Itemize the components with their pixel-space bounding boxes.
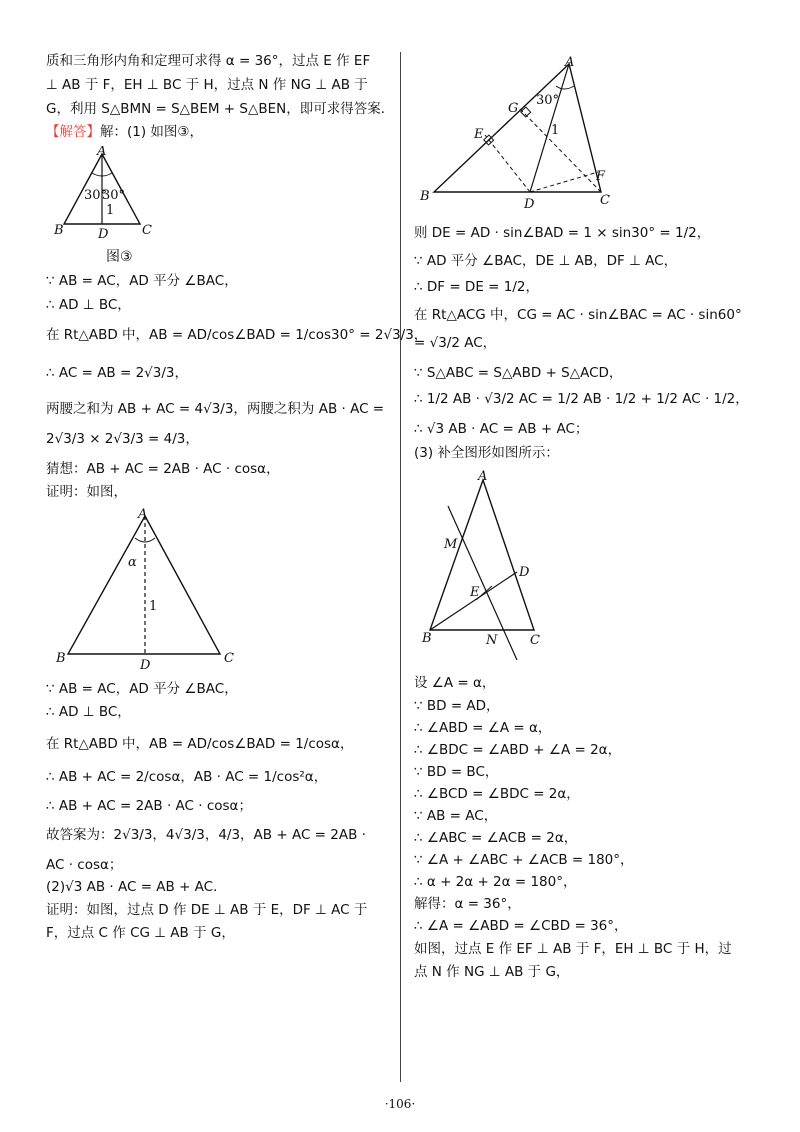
text-line: ∵ ∠A + ∠ABC + ∠ACB = 180°， — [414, 852, 634, 868]
fig4-label-n: N — [486, 633, 498, 648]
figure-alpha — [48, 502, 248, 672]
text-line: 如图，过点 E 作 EF ⊥ AB 于 F，EH ⊥ BC 于 H，过 — [414, 941, 732, 957]
fig2-label-g: G — [508, 101, 519, 116]
text-line: 两腰之和为 AB + AC = 4√3/3，两腰之积为 AB · AC = — [46, 401, 385, 417]
text-line: ∴ ∠ABD = ∠A = α， — [414, 720, 552, 736]
text-line: ⊥ AB 于 F，EH ⊥ BC 于 H，过点 N 作 NG ⊥ AB 于 — [46, 77, 368, 93]
fig4-label-d: D — [519, 565, 530, 580]
figure-3 — [54, 146, 174, 262]
fig2-label-c: C — [600, 193, 610, 208]
text-line: ∴ AB + AC = 2AB · AC · cosα； — [46, 798, 252, 814]
answer-line — [46, 123, 203, 141]
text-line: ∵ AB = AC，AD 平分 ∠BAC， — [46, 273, 238, 289]
fig4-label-c: C — [530, 633, 540, 648]
figure-2 — [414, 52, 634, 214]
text-line: 故答案为：2√3/3，4√3/3，4/3，AB + AC = 2AB · — [46, 827, 366, 843]
text-line: 猜想：AB + AC = 2AB · AC · cosα， — [46, 461, 280, 477]
fig4-label-b: B — [422, 631, 432, 646]
text-line: 在 Rt△ABD 中，AB = AD/cos∠BAD = 1/cosα， — [46, 736, 354, 752]
fig3-label-a: A — [97, 146, 107, 159]
text-line: (2)√3 AB · AC = AB + AC． — [46, 879, 227, 895]
text-line: ∴ AC = AB = 2√3/3， — [46, 365, 189, 381]
text-line: ∴ AB + AC = 2/cosα，AB · AC = 1/cos²α， — [46, 769, 328, 785]
fig3-caption: 图③ — [106, 249, 133, 262]
text-line: 设 ∠A = α， — [414, 675, 496, 691]
text-line: ∴ AD ⊥ BC， — [46, 297, 131, 313]
text-line: = √3/2 AC， — [414, 335, 497, 351]
text-line: ∴ DF = DE = 1/2， — [414, 279, 539, 295]
fig2-seg-label: 1 — [551, 123, 560, 138]
text-line: ∴ AD ⊥ BC， — [46, 704, 131, 720]
figa-label-a: A — [138, 507, 148, 522]
fig4-label-m: M — [444, 537, 458, 552]
text-line: 质和三角形内角和定理可求得 α = 36°，过点 E 作 EF — [46, 53, 371, 69]
fig3-angle-left: 30° — [84, 188, 108, 203]
text-line: (3) 补全图形如图所示： — [414, 445, 559, 461]
text-line: ∴ α + 2α + 2α = 180°， — [414, 874, 577, 890]
fig3-angle-right: 30° — [102, 188, 126, 203]
text-line: ∴ ∠BCD = ∠BDC = 2α， — [414, 786, 580, 802]
text-line: F，过点 C 作 CG ⊥ AB 于 G， — [46, 925, 235, 941]
text-line: 2√3/3 × 2√3/3 = 4/3， — [46, 431, 199, 447]
fig2-label-f: F — [596, 169, 606, 184]
text-line: ∵ BD = BC， — [414, 764, 499, 780]
fig2-label-e: E — [474, 127, 484, 142]
fig2-angle: 30° — [536, 93, 560, 108]
text-line: ∴ ∠A = ∠ABD = ∠CBD = 36°， — [414, 918, 628, 934]
fig2-label-a: A — [565, 55, 575, 70]
fig3-label-c: C — [142, 223, 152, 238]
answer-tag: 【解答】 — [46, 124, 100, 140]
fig2-label-b: B — [420, 189, 430, 204]
page-number: ·106· — [384, 1097, 416, 1111]
text-line: ∴ ∠BDC = ∠ABD + ∠A = 2α， — [414, 742, 622, 758]
text-line: ∵ S△ABC = S△ABD + S△ACD， — [414, 365, 623, 381]
text-line: 在 Rt△ACG 中，CG = AC · sin∠BAC = AC · sin60° — [414, 307, 742, 323]
text-line: ∵ AB = AC， — [414, 808, 498, 824]
text-line: 证明：如图， — [46, 484, 127, 500]
text-line: ∵ AB = AC，AD 平分 ∠BAC， — [46, 681, 238, 697]
fig4-label-a: A — [478, 469, 488, 484]
text-line: ∴ √3 AB · AC = AB + AC； — [414, 421, 589, 437]
text-line: ∴ 1/2 AB · √3/2 AC = 1/2 AB · 1/2 + 1/2 AC · 1/2， — [414, 391, 749, 407]
text-line: 在 Rt△ABD 中，AB = AD/cos∠BAD = 1/cos30° = 2√3/3， — [46, 327, 428, 343]
fig4-label-e: E — [470, 585, 480, 600]
fig3-label-d: D — [98, 227, 109, 242]
figa-seg-label: 1 — [149, 599, 158, 614]
figa-label-d: D — [140, 658, 151, 672]
figa-angle: α — [128, 555, 137, 570]
column-divider — [400, 52, 401, 1082]
figure-4 — [414, 464, 584, 664]
fig3-seg-label: 1 — [106, 203, 115, 218]
fig3-label-b: B — [54, 223, 64, 238]
figa-label-b: B — [56, 651, 66, 666]
text-line: 解得：α = 36°， — [414, 896, 521, 912]
text-line: ∵ BD = AD， — [414, 698, 500, 714]
text-line: 证明：如图，过点 D 作 DE ⊥ AB 于 E，DF ⊥ AC 于 — [46, 902, 368, 918]
text-line: 则 DE = AD · sin∠BAD = 1 × sin30° = 1/2， — [414, 225, 711, 241]
fig2-label-d: D — [524, 197, 535, 212]
text-line: ∴ ∠ABC = ∠ACB = 2α， — [414, 830, 578, 846]
text-line: G，利用 S△BMN = S△BEM + S△BEN，即可求得答案． — [46, 101, 395, 117]
text-line: AC · cosα； — [46, 857, 123, 873]
text-line: 点 N 作 NG ⊥ AB 于 G， — [414, 964, 570, 980]
answer-text: 解：(1) 如图③， — [100, 124, 204, 140]
figa-label-c: C — [224, 651, 234, 666]
text-line: ∵ AD 平分 ∠BAC，DE ⊥ AB，DF ⊥ AC， — [414, 253, 678, 269]
